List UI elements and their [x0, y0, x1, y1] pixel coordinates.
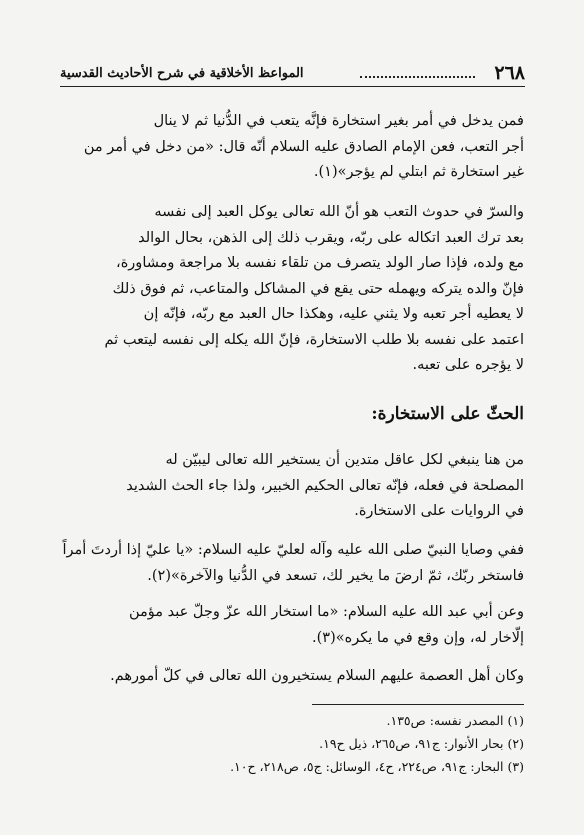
- paragraph-line: والسرّ في حدوث التعب هو أنّ الله تعالى يوكل العبد إلى نفسه: [154, 204, 524, 220]
- paragraph-3: [59, 448, 524, 525]
- paragraph-line: من هنا ينبغي لكل عاقل متدين أن يستخير الله تعالى ليبيّن له: [165, 452, 524, 468]
- paragraph-line: بعد ترك العبد اتكاله على ربّه، ويقرب ذلك إلى الذهن، بحال الوالد: [138, 229, 524, 246]
- paragraph-line: ففي وصايا النبيّ صلى الله عليه وآله لعليّ عليه السلام: «يا عليّ إذا أردتَ أمراً: [62, 542, 524, 558]
- paragraph-line: فاستخر ربّك، ثمّ ارضَ ما يخير لك، تسعد في الدُّنيا والآخرة»(٢).: [147, 567, 524, 584]
- section-heading: الحثّ على الاستخارة:: [371, 404, 524, 424]
- paragraph-5: [59, 600, 524, 651]
- footnote: (٣) البحار: ج٩١، ص٢٢٤، ح٤، الوسائل: ج٥، ص٢١٨، ح١٠.: [230, 759, 524, 774]
- page-number: ٢٦٨: [494, 62, 525, 84]
- footnotes: [59, 704, 524, 778]
- footnote: (٢) بحار الأنوار: ج٩١، ص٢٦٥، ذيل ح١٩.: [319, 736, 524, 751]
- running-title: المواعظ الأخلاقية في شرح الأحاديث القدسية: [60, 66, 304, 81]
- footnote: (١) المصدر نفسه: ص١٣٥.: [386, 713, 524, 728]
- footnote-divider: [312, 704, 524, 705]
- header-dot-leader: [360, 76, 475, 78]
- paragraph-line: إلّاخار له، وإن وقع في ما يكره»(٣).: [312, 629, 524, 646]
- page-header: [60, 62, 525, 87]
- paragraph-6: [59, 664, 524, 690]
- paragraph-line: غير استخارة ثم ابتلي لم يؤجر»(١).: [313, 164, 524, 180]
- paragraph-line: لا يؤجره على تعبه.: [412, 357, 524, 373]
- paragraph-line: وعن أبي عبد الله عليه السلام: «ما استخار الله عزّ وجلّ عبد مؤمن: [128, 604, 524, 620]
- paragraph-line: فمن يدخل في أمر بغير استخارة فإنَّه يتعب في الدُّنيا ثم لا ينال: [153, 113, 524, 129]
- paragraph-line: اعتمد على نفسه بلا طلب الاستخارة، فإنّ الله يكله إلى نفسه ليتعب ثم: [104, 331, 524, 348]
- paragraph-line: لا يعطيه أجر تعبه ولا يثني عليه، وهكذا حال العبد مع ربّه، فإنّه إن: [143, 306, 524, 322]
- paragraph-4: [59, 538, 524, 589]
- paragraph-line: فإنّ والده يتركه ويهمله حتى يقع في المشاكل والمتاعب، ثم فوق ذلك: [112, 280, 524, 297]
- paragraph-line: مع ولده، فإذا صار الولد يتصرف من تلقاء نفسه بلا مراجعة ومشاورة،: [116, 255, 524, 271]
- paragraph-2: [59, 200, 524, 379]
- paragraph-line: وكان أهل العصمة عليهم السلام يستخيرون الله تعالى في كلّ أمورهم.: [110, 668, 524, 684]
- paragraph-line: المصلحة في فعله، فإنّه تعالى الحكيم الخبير، ولذا جاء الحث الشديد: [126, 477, 524, 494]
- paragraph-line: في الروايات على الاستخارة.: [354, 503, 524, 519]
- paragraph-1: [59, 109, 524, 186]
- paragraph-line: أجر التعب، فعن الإمام الصادق عليه السلام أنّه قال: «من دخل في أمر من: [83, 138, 524, 155]
